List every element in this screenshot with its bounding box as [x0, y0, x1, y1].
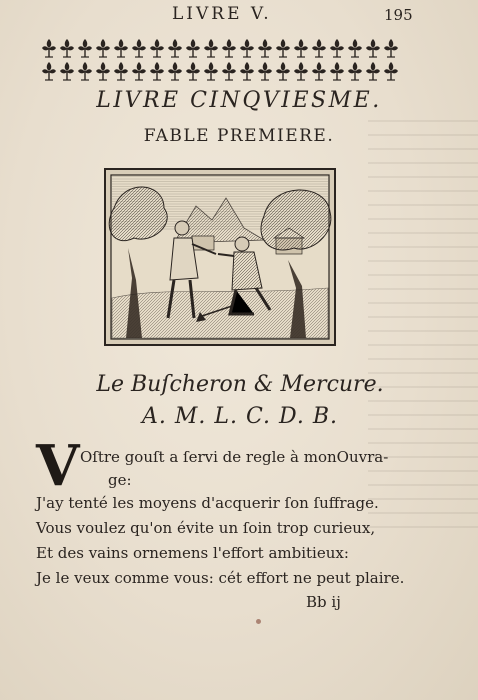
drop-cap: V	[36, 433, 80, 499]
fleuron-ornament	[40, 36, 400, 82]
fable-title: Le Buſcheron & Mercure.	[96, 372, 384, 397]
page-number: 195	[384, 6, 413, 24]
verse-line: J'ay tenté les moyens d'acquerir ſon ſuffrage.	[36, 494, 379, 512]
verse-line: ge:	[108, 471, 132, 489]
running-title: LIVRE V.	[172, 4, 272, 24]
chapter-title: LIVRE CINQVIESME.	[96, 88, 382, 113]
dedication: A. M. L. C. D. B.	[141, 404, 339, 429]
signature-mark: Bb ij	[306, 593, 341, 611]
verse-line: Vous voulez qu'on évite un ſoin trop curieux,	[36, 519, 376, 537]
running-head	[0, 4, 478, 26]
verse-line: Oſtre gouſt a ſervi de regle à monOuvra-	[80, 448, 389, 466]
show-through-text	[368, 120, 478, 540]
verse-line: Je le veux comme vous: cét effort ne peut plaire.	[36, 569, 405, 587]
ink-speck	[256, 619, 261, 624]
verse-line: Et des vains ornemens l'effort ambitieux:	[36, 544, 349, 562]
engraving-illustration	[104, 168, 336, 346]
fable-number: FABLE PREMIERE.	[143, 126, 335, 146]
